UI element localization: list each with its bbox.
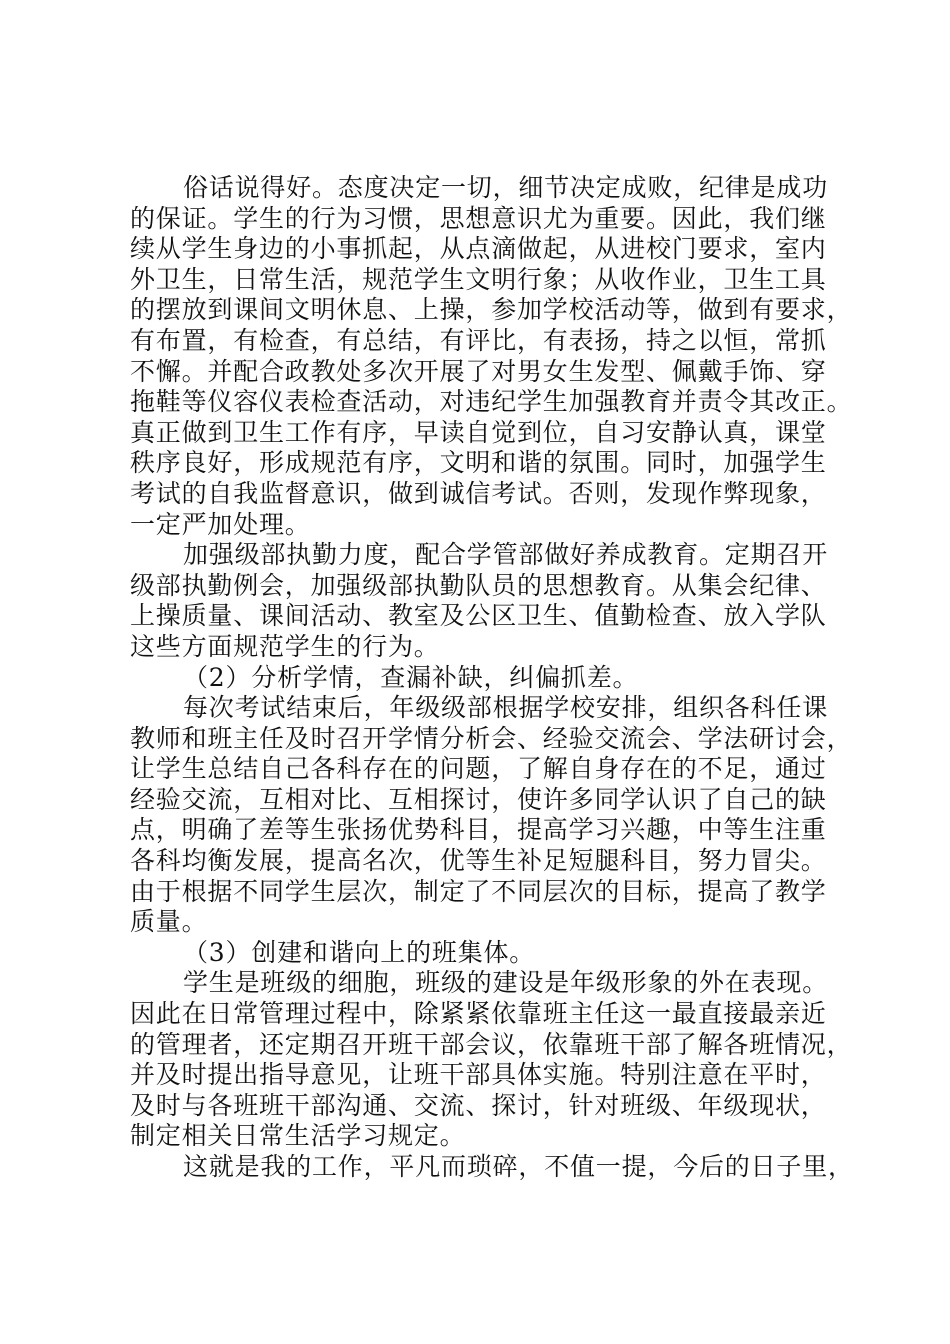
text-line: 点，明确了差等生张扬优势科目，提高学习兴趣，中等生注重 <box>130 815 827 845</box>
text-line: 经验交流，互相对比、互相探讨，使许多同学认识了自己的缺 <box>130 784 827 814</box>
text-line: 因此在日常管理过程中，除紧紧依靠班主任这一最直接最亲近 <box>130 999 827 1029</box>
text-line: （3）创建和谐向上的班集体。 <box>183 937 536 967</box>
text-line: 学生是班级的细胞，班级的建设是年级形象的外在表现。 <box>183 968 829 998</box>
text-line: 不懈。并配合政教处多次开展了对男女生发型、佩戴手饰、穿 <box>130 356 827 386</box>
text-line: 外卫生，日常生活，规范学生文明行象；从收作业，卫生工具 <box>130 264 827 294</box>
text-line: 一定严加处理。 <box>130 509 311 539</box>
text-line: 加强级部执勤力度，配合学管部做好养成教育。定期召开 <box>183 540 829 570</box>
text-line: 的保证。学生的行为习惯，思想意识尤为重要。因此，我们继 <box>130 203 827 233</box>
text-line: 级部执勤例会，加强级部执勤队员的思想教育。从集会纪律、 <box>130 570 827 600</box>
text-line: 续从学生身边的小事抓起，从点滴做起，从进校门要求，室内 <box>130 234 827 264</box>
text-line: 的管理者，还定期召开班干部会议，依靠班干部了解各班情况， <box>130 1029 853 1059</box>
text-line: 及时与各班班干部沟通、交流、探讨，针对班级、年级现状， <box>130 1090 827 1120</box>
text-line: 每次考试结束后，年级级部根据学校安排，组织各科任课 <box>183 693 829 723</box>
text-line: 让学生总结自己各科存在的问题，了解自身存在的不足，通过 <box>130 754 827 784</box>
text-line: 并及时提出指导意见，让班干部具体实施。特别注意在平时， <box>130 1060 827 1090</box>
text-line: （2）分析学情，查漏补缺，纠偏抓差。 <box>183 662 639 692</box>
text-line: 的摆放到课间文明休息、上操，参加学校活动等，做到有要求， <box>130 295 853 325</box>
text-line: 这些方面规范学生的行为。 <box>130 631 440 661</box>
text-line: 制定相关日常生活学习规定。 <box>130 1121 466 1151</box>
text-line: 质量。 <box>130 907 208 937</box>
text-line: 由于根据不同学生层次，制定了不同层次的目标，提高了教学 <box>130 876 827 906</box>
text-line: 教师和班主任及时召开学情分析会、经验交流会、学法研讨会， <box>130 723 853 753</box>
text-line: 有布置，有检查，有总结，有评比，有表扬，持之以恒，常抓 <box>130 325 827 355</box>
text-line: 真正做到卫生工作有序，早读自觉到位，自习安静认真，课堂 <box>130 417 827 447</box>
text-line: 上操质量、课间活动、教室及公区卫生、值勤检查、放入学队 <box>130 601 827 631</box>
text-line: 俗话说得好。态度决定一切，细节决定成败，纪律是成功 <box>183 173 829 202</box>
text-line: 拖鞋等仪容仪表检查活动，对违纪学生加强教育并责令其改正。 <box>130 387 853 417</box>
text-line: 各科均衡发展，提高名次，优等生补足短腿科目，努力冒尖。 <box>130 846 827 876</box>
text-line: 秩序良好，形成规范有序，文明和谐的氛围。同时，加强学生 <box>130 448 827 478</box>
text-line: 考试的自我监督意识，做到诚信考试。否则，发现作弊现象， <box>130 478 827 508</box>
text-line: 这就是我的工作，平凡而琐碎，不值一提，今后的日子里， <box>183 1152 854 1181</box>
document-body <box>130 173 870 1183</box>
